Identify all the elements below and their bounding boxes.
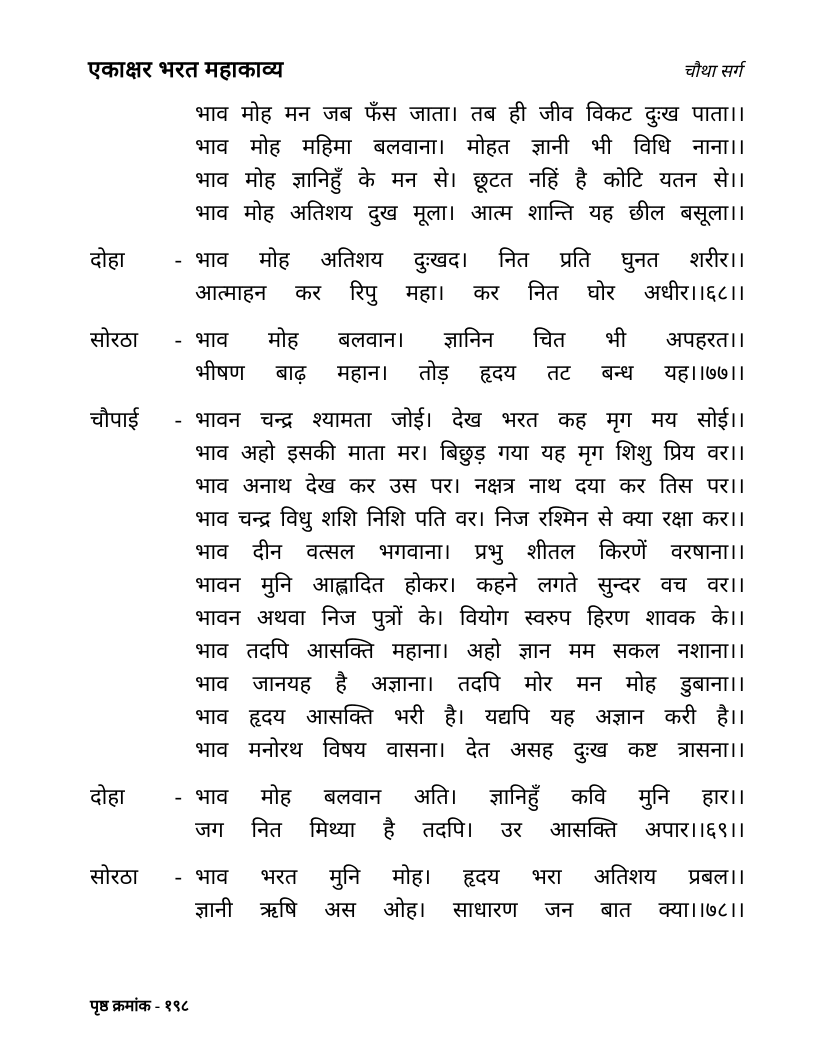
verse-block xyxy=(90,780,745,846)
verse-line: भाव मोह महिमा बलवाना। मोहत ज्ञानी भी विधि नाना।। xyxy=(195,134,745,159)
verse-content xyxy=(90,97,745,940)
verse-line: जग नित मिथ्या है तदपि। उर आसक्ति अपार।।६९।। xyxy=(195,817,745,842)
label-dash: - xyxy=(174,327,182,352)
section-label-column xyxy=(90,243,195,309)
verse-line: भाव मोह अतिशय दुःखद। नित प्रति घुनत शरीर।। xyxy=(195,247,745,272)
section-label: चौपाई xyxy=(90,407,139,432)
section-label: दोहा xyxy=(90,784,125,809)
section-label: सोरठा xyxy=(90,864,139,889)
verse-line: भाव मोह बलवान अति। ज्ञानिहुँ कवि मुनि हार।। xyxy=(195,784,745,809)
verse-block xyxy=(90,243,745,309)
verse-line: भावन अथवा निज पुत्रों के। वियोग स्वरुप हिरण शावक के।। xyxy=(195,605,745,630)
verse-line: ज्ञानी ऋषि अस ओह। साधारण जन बात क्या।।७८।। xyxy=(195,897,745,922)
label-dash: - xyxy=(174,247,182,272)
verse-block xyxy=(90,403,745,766)
label-dash: - xyxy=(174,784,182,809)
section-label: दोहा xyxy=(90,247,125,272)
verse-line: भाव चन्द्र विधु शशि निशि पति वर। निज रश्मिन से क्या रक्षा कर।। xyxy=(195,506,745,531)
page-header xyxy=(88,52,742,84)
label-dash: - xyxy=(174,407,182,432)
verse-line: भाव भरत मुनि मोह। हृदय भरा अतिशय प्रबल।। xyxy=(195,864,745,889)
verse-lines xyxy=(195,403,745,766)
verse-lines xyxy=(195,323,745,389)
section-label-column xyxy=(90,403,195,766)
verse-lines xyxy=(195,243,745,309)
label-dash: - xyxy=(174,864,182,889)
verse-line: भाव मोह बलवान। ज्ञानिन चित भी अपहरत।। xyxy=(195,327,745,352)
verse-line: भाव तदपि आसक्ति महाना। अहो ज्ञान मम सकल नशाना।। xyxy=(195,638,745,663)
verse-block xyxy=(90,97,745,229)
verse-line: भावन चन्द्र श्यामता जोई। देख भरत कह मृग मय सोई।। xyxy=(195,407,745,432)
verse-line: भाव अहो इसकी माता मर। बिछुड़ गया यह मृग शिशु प्रिय वर।। xyxy=(195,440,745,465)
verse-line: भाव दीन वत्सल भगवाना। प्रभु शीतल किरणें वरषाना।। xyxy=(195,539,745,564)
verse-lines xyxy=(195,780,745,846)
section-label-column xyxy=(90,780,195,846)
section-label: सोरठा xyxy=(90,327,139,352)
verse-line: भाव मनोरथ विषय वासना। देत असह दुःख कष्ट त्रासना।। xyxy=(195,737,745,762)
verse-block xyxy=(90,860,745,926)
page-number-label: पृष्ठ क्रमांक - १९८ xyxy=(90,998,190,1015)
verse-line: भाव हृदय आसक्ति भरी है। यद्यपि यह अज्ञान करी है।। xyxy=(195,704,745,729)
verse-line: भाव मोह मन जब फँस जाता। तब ही जीव विकट दुःख पाता।। xyxy=(195,101,745,126)
verse-line: भाव मोह अतिशय दुख मूला। आत्म शान्ति यह छील बसूला।। xyxy=(195,200,745,225)
verse-line: भाव अनाथ देख कर उस पर। नक्षत्र नाथ दया कर तिस पर।। xyxy=(195,473,745,498)
verse-line: भाव मोह ज्ञानिहुँ के मन से। छूटत नहिं है कोटि यतन से।। xyxy=(195,167,745,192)
verse-line: भावन मुनि आह्लादित होकर। कहने लगते सुन्दर वच वर।। xyxy=(195,572,745,597)
section-label-column xyxy=(90,860,195,926)
section-label-column xyxy=(90,97,195,229)
page-footer xyxy=(90,994,189,1016)
verse-line: भाव जानयह है अज्ञाना। तदपि मोर मन मोह डुबाना।। xyxy=(195,671,745,696)
chapter-label: चौथा सर्ग xyxy=(682,61,742,81)
book-title: एकाक्षर भरत महाकाव्य xyxy=(88,57,284,82)
verse-lines xyxy=(195,860,745,926)
verse-line: आत्माहन कर रिपु महा। कर नित घोर अधीर।।६८।। xyxy=(195,280,745,305)
verse-lines xyxy=(195,97,745,229)
section-label-column xyxy=(90,323,195,389)
verse-line: भीषण बाढ़ महान। तोड़ हृदय तट बन्ध यह।।७७।। xyxy=(195,360,745,385)
verse-block xyxy=(90,323,745,389)
